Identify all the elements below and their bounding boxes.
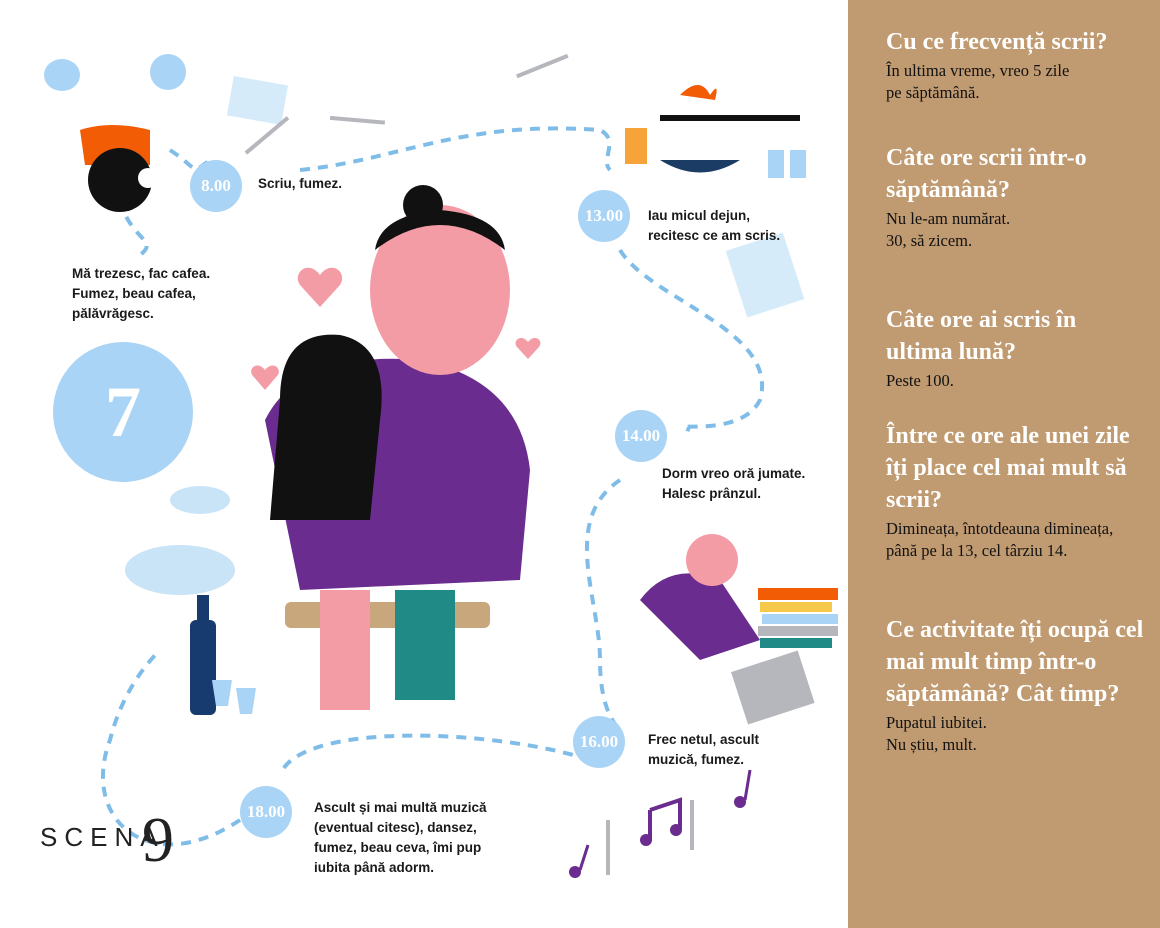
question: Ce activitate îți ocupă cel mai mult timp într-o săptămână? Cât timp? xyxy=(886,617,1144,707)
question: Cu ce frecvență scrii? xyxy=(886,29,1108,55)
brand-logo: SCENA xyxy=(40,822,165,852)
answer: Nu le-am numărat. 30, să zicem. xyxy=(886,209,1011,250)
time-bubble-8: 8.00 xyxy=(190,160,242,212)
heart-icon xyxy=(298,268,342,307)
juice-glass-icon xyxy=(625,128,647,164)
fire-icon xyxy=(680,85,717,100)
question: Câte ore scrii într-o săptămână? xyxy=(886,145,1087,203)
answer: Pupatul iubitei. Nu știu, mult. xyxy=(886,713,987,754)
caption-wake-up: Mă trezesc, fac cafea. Fumez, beau cafea, pălăvrăgesc. xyxy=(72,266,211,321)
time-bubble-14: 14.00 xyxy=(615,410,667,462)
qa-item xyxy=(886,26,1146,104)
stool-icon xyxy=(285,602,490,628)
cloud-icon xyxy=(125,545,235,595)
time-bubble-18: 18.00 xyxy=(240,786,292,838)
laptop-icon xyxy=(731,651,815,725)
caption-8: Scriu, fumez. xyxy=(258,176,343,191)
question: Câte ore ai scris în ultima lună? xyxy=(886,307,1077,365)
brand-logo-number: 9 xyxy=(142,804,174,875)
salt-shaker-icon xyxy=(768,150,784,178)
hugging-couple-illustration xyxy=(265,185,530,710)
qa-item xyxy=(886,420,1146,562)
caption-13: Iau micul dejun, recitesc ce am scris. xyxy=(648,208,781,243)
interview-sidebar xyxy=(848,0,1160,928)
scene-number: 7 xyxy=(53,342,193,482)
time-bubble-16: 16.00 xyxy=(573,716,625,768)
qa-item xyxy=(886,304,1146,392)
food-bowl-icon xyxy=(660,160,740,173)
speech-bubble-icon xyxy=(44,59,80,91)
sleeping-man-illustration xyxy=(640,534,838,724)
caption-16: Frec netul, ascult muzică, fumez. xyxy=(648,732,760,767)
books-icon xyxy=(758,588,838,600)
qa-item xyxy=(886,614,1146,756)
wine-bottle-icon xyxy=(190,620,216,715)
time-bubble-13: 13.00 xyxy=(578,190,630,242)
answer: Dimineața, întotdeauna dimineața, până pe la 13, cel târziu 14. xyxy=(886,519,1114,560)
answer: În ultima vreme, vreo 5 zile pe săptămână. xyxy=(886,61,1070,102)
cigarette-icon xyxy=(516,54,568,78)
coffee-pot-icon xyxy=(80,125,158,212)
caption-14: Dorm vreo oră jumate. Halesc prânzul. xyxy=(662,466,806,501)
question: Între ce ore ale unei zile îți place cel mai mult să scrii? xyxy=(886,423,1130,513)
frying-pan-icon xyxy=(660,115,800,121)
qa-item xyxy=(886,142,1146,252)
answer: Peste 100. xyxy=(886,371,954,390)
caption-18: Ascult și mai multă muzică (eventual citesc), dansez, fumez, beau ceva, îmi pup iubita până adorm. xyxy=(314,800,487,875)
